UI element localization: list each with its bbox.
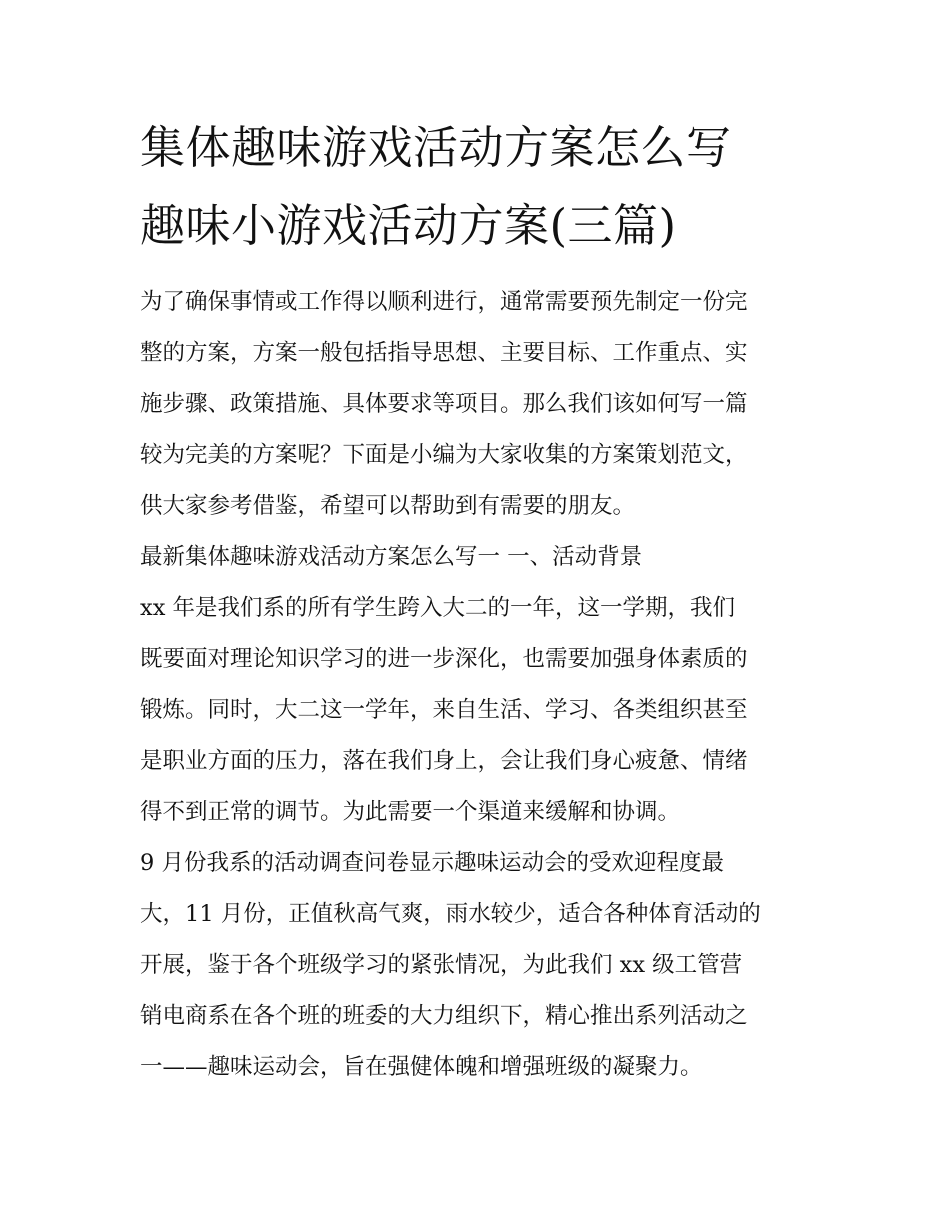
body-line: 较为完美的方案呢？下面是小编为大家收集的方案策划范文， (140, 442, 748, 468)
body-line: 是职业方面的压力，落在我们身上，会让我们身心疲惫、情绪 (140, 748, 748, 774)
body-line: 开展，鉴于各个班级学习的紧张情况，为此我们 xx 级工管营 (140, 952, 743, 978)
body-line: 得不到正常的调节。为此需要一个渠道来缓解和协调。 (140, 799, 681, 825)
body-line: 为了确保事情或工作得以顺利进行，通常需要预先制定一份完 (140, 289, 748, 315)
body-line: 施步骤、政策措施、具体要求等项目。那么我们该如何写一篇 (140, 391, 748, 417)
body-line: xx 年是我们系的所有学生跨入大二的一年，这一学期，我们 (140, 595, 736, 621)
body-line: 销电商系在各个班的班委的大力组织下，精心推出系列活动之 (140, 1003, 748, 1029)
body-line: 整的方案，方案一般包括指导思想、主要目标、工作重点、实 (140, 340, 748, 366)
body-line: 9 月份我系的活动调查问卷显示趣味运动会的受欢迎程度最 (140, 850, 724, 876)
body-line: 大，11 月份，正值秋高气爽，雨水较少，适合各种体育活动的 (140, 901, 761, 927)
section-heading-line: 最新集体趣味游戏活动方案怎么写一 一、活动背景 (140, 544, 643, 570)
document-title-line-2: 趣味小游戏活动方案(三篇) (140, 199, 677, 252)
document-title-line-1: 集体趣味游戏活动方案怎么写 (140, 121, 732, 174)
body-line: 既要面对理论知识学习的进一步深化，也需要加强身体素质的 (140, 646, 748, 672)
body-line: 一——趣味运动会，旨在强健体魄和增强班级的凝聚力。 (140, 1054, 703, 1080)
body-line: 锻炼。同时，大二这一学年，来自生活、学习、各类组织甚至 (140, 697, 748, 723)
body-line: 供大家参考借鉴，希望可以帮助到有需要的朋友。 (140, 493, 636, 519)
